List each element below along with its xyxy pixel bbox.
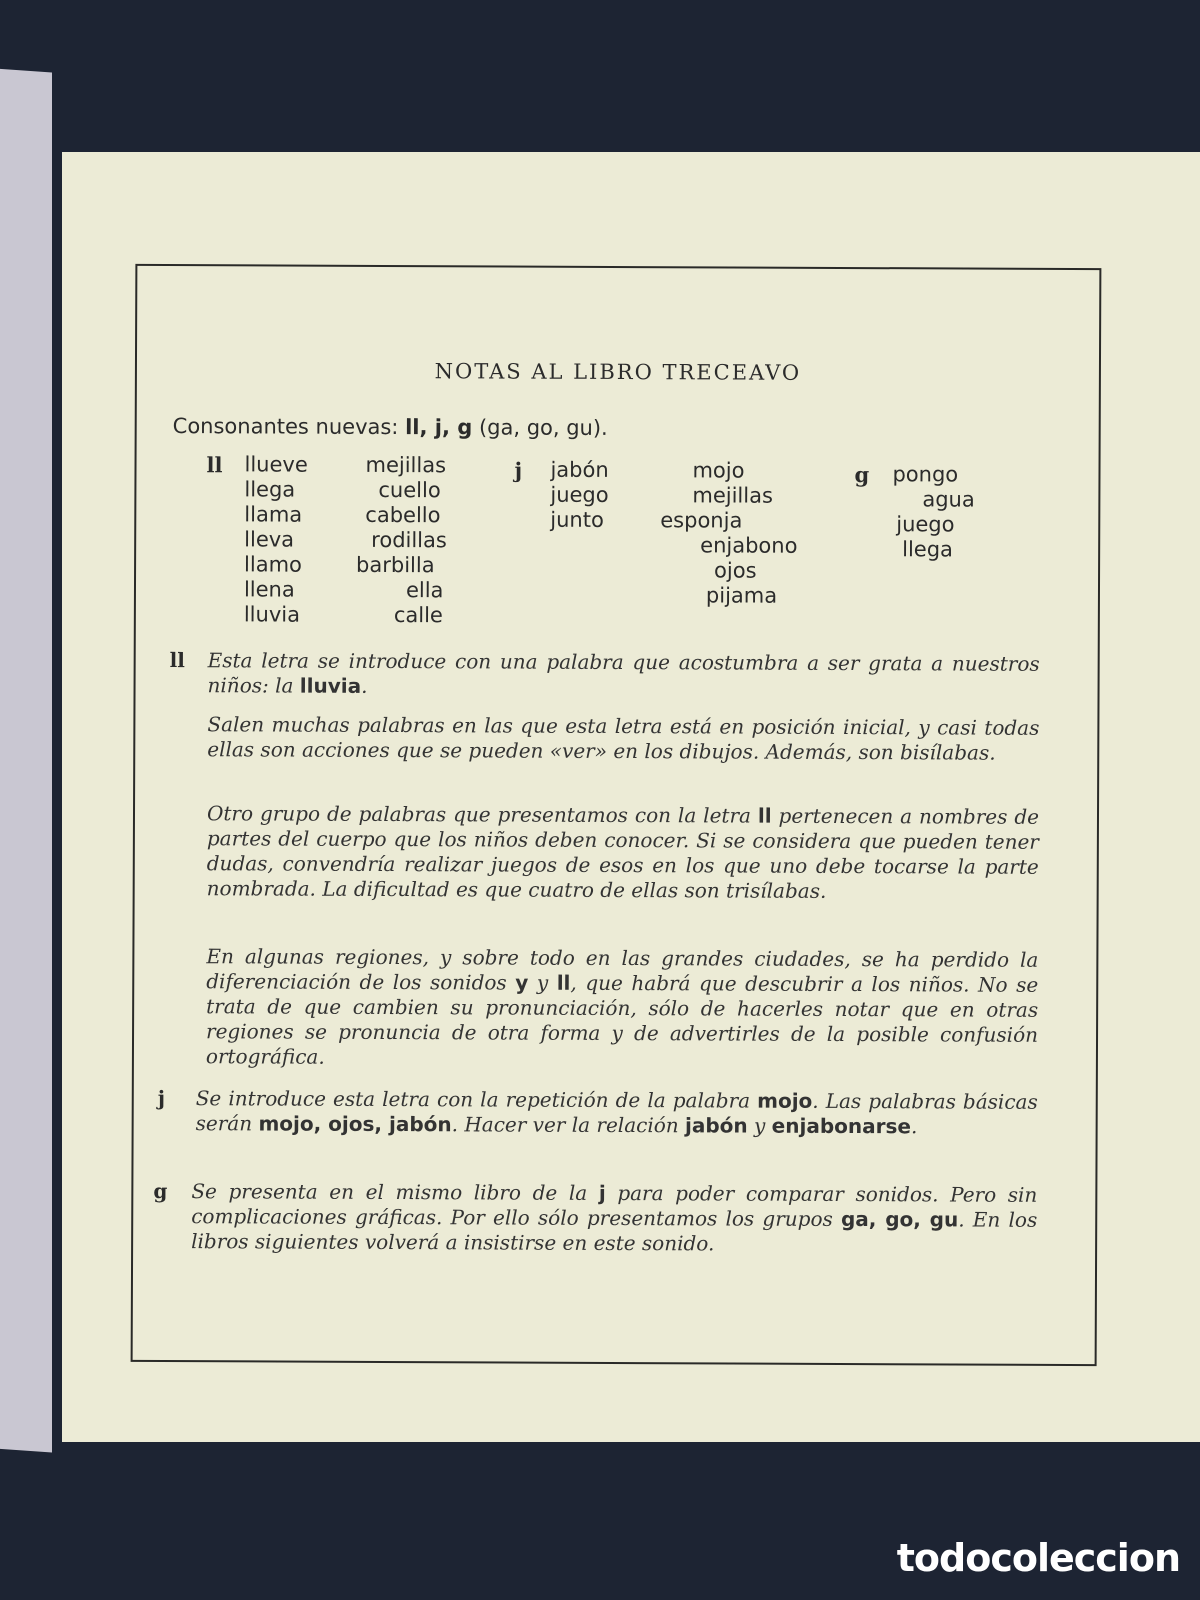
note-letter-j: j — [157, 1086, 166, 1111]
note-j-paragraph: Se introduce esta letra con la repetición de la palabra mojo. Las palabras básicas serán mojo, ojos, jabón. Hacer ver la relación jabón y enjabonarse. — [195, 1086, 1038, 1139]
word-item: barbilla — [356, 552, 435, 578]
word-item: lluvia — [243, 602, 301, 627]
word-item: llega — [244, 477, 296, 502]
word-item: jabón — [550, 457, 609, 482]
page-title: NOTAS AL LIBRO TRECEAVO — [434, 359, 802, 385]
word-item: esponja — [660, 508, 743, 533]
intro-letters: ll, j, g — [405, 415, 473, 440]
notes-frame — [131, 264, 1102, 1366]
note-ll-paragraph-4: En algunas regiones, y sobre todo en las grandes ciudades, se ha perdido la diferenciación de los sonidos y y ll, que habrá que descubrir a los niños. No se trata de que cambien su pronunciación, sólo de hacerles notar que en otras regiones se pronuncia de otra forma y de advertirles de la posible confusión ortográfica. — [205, 944, 1039, 1069]
word-item: llega — [902, 537, 954, 562]
word-item: llena — [243, 577, 295, 602]
word-item: calle — [393, 603, 443, 628]
word-item: junto — [550, 507, 604, 532]
note-letter-ll: ll — [169, 648, 185, 673]
word-item: cuello — [378, 477, 441, 503]
word-item: lleva — [244, 527, 295, 552]
note-ll-paragraph-2: Salen muchas palabras en las que esta letra está en posición inicial, y casi todas ellas son acciones que se pueden «ver» en los dibujos. Además, son bisílabas. — [207, 712, 1040, 765]
word-item: juego — [550, 482, 609, 507]
left-page-edge — [0, 67, 52, 1452]
intro-suffix: (ga, go, gu). — [472, 415, 608, 440]
word-item: ella — [405, 578, 444, 603]
intro-line — [173, 414, 608, 440]
word-item: enjabono — [700, 533, 798, 558]
word-item: agua — [922, 487, 975, 512]
word-item: cabello — [365, 502, 441, 528]
word-item: llamo — [244, 552, 302, 577]
note-letter-g: g — [153, 1178, 168, 1204]
group-heading-ll: ll — [206, 452, 223, 478]
word-item: mejillas — [365, 452, 447, 478]
word-item: pongo — [892, 462, 959, 487]
note-ll-paragraph-1: Esta letra se introduce con una palabra que acostumbra a ser grata a nuestros niños: la lluvia. — [207, 648, 1040, 698]
word-item: llueve — [244, 452, 308, 477]
word-item: rodillas — [371, 527, 447, 553]
word-item: mejillas — [692, 483, 773, 508]
group-heading-g: g — [854, 462, 870, 488]
watermark-logo: todocoleccion — [896, 1536, 1180, 1580]
note-g-paragraph: Se presenta en el mismo libro de la j para poder comparar sonidos. Pero sin complicaciones gráficas. Por ello sólo presentamos los grupos ga, go, gu. En los libros siguientes volverá a insistirse en este sonido. — [191, 1179, 1038, 1256]
word-item: mojo — [692, 458, 745, 483]
word-item: pijama — [705, 583, 778, 608]
note-ll-paragraph-3: Otro grupo de palabras que presentamos con la letra ll pertenecen a nombres de partes del cuerpo que los niños deben conocer. Si se considera que pueden tener dudas, convendría realizar juegos de esos en los que uno debe tocarse la parte nombrada. La dificultad es que cuatro de ellas son trisílabas. — [206, 801, 1040, 903]
word-item: juego — [896, 512, 955, 537]
group-heading-j: j — [514, 457, 523, 483]
word-item: ojos — [714, 558, 757, 583]
word-item: llama — [244, 502, 303, 527]
intro-prefix: Consonantes nuevas: — [172, 414, 406, 440]
